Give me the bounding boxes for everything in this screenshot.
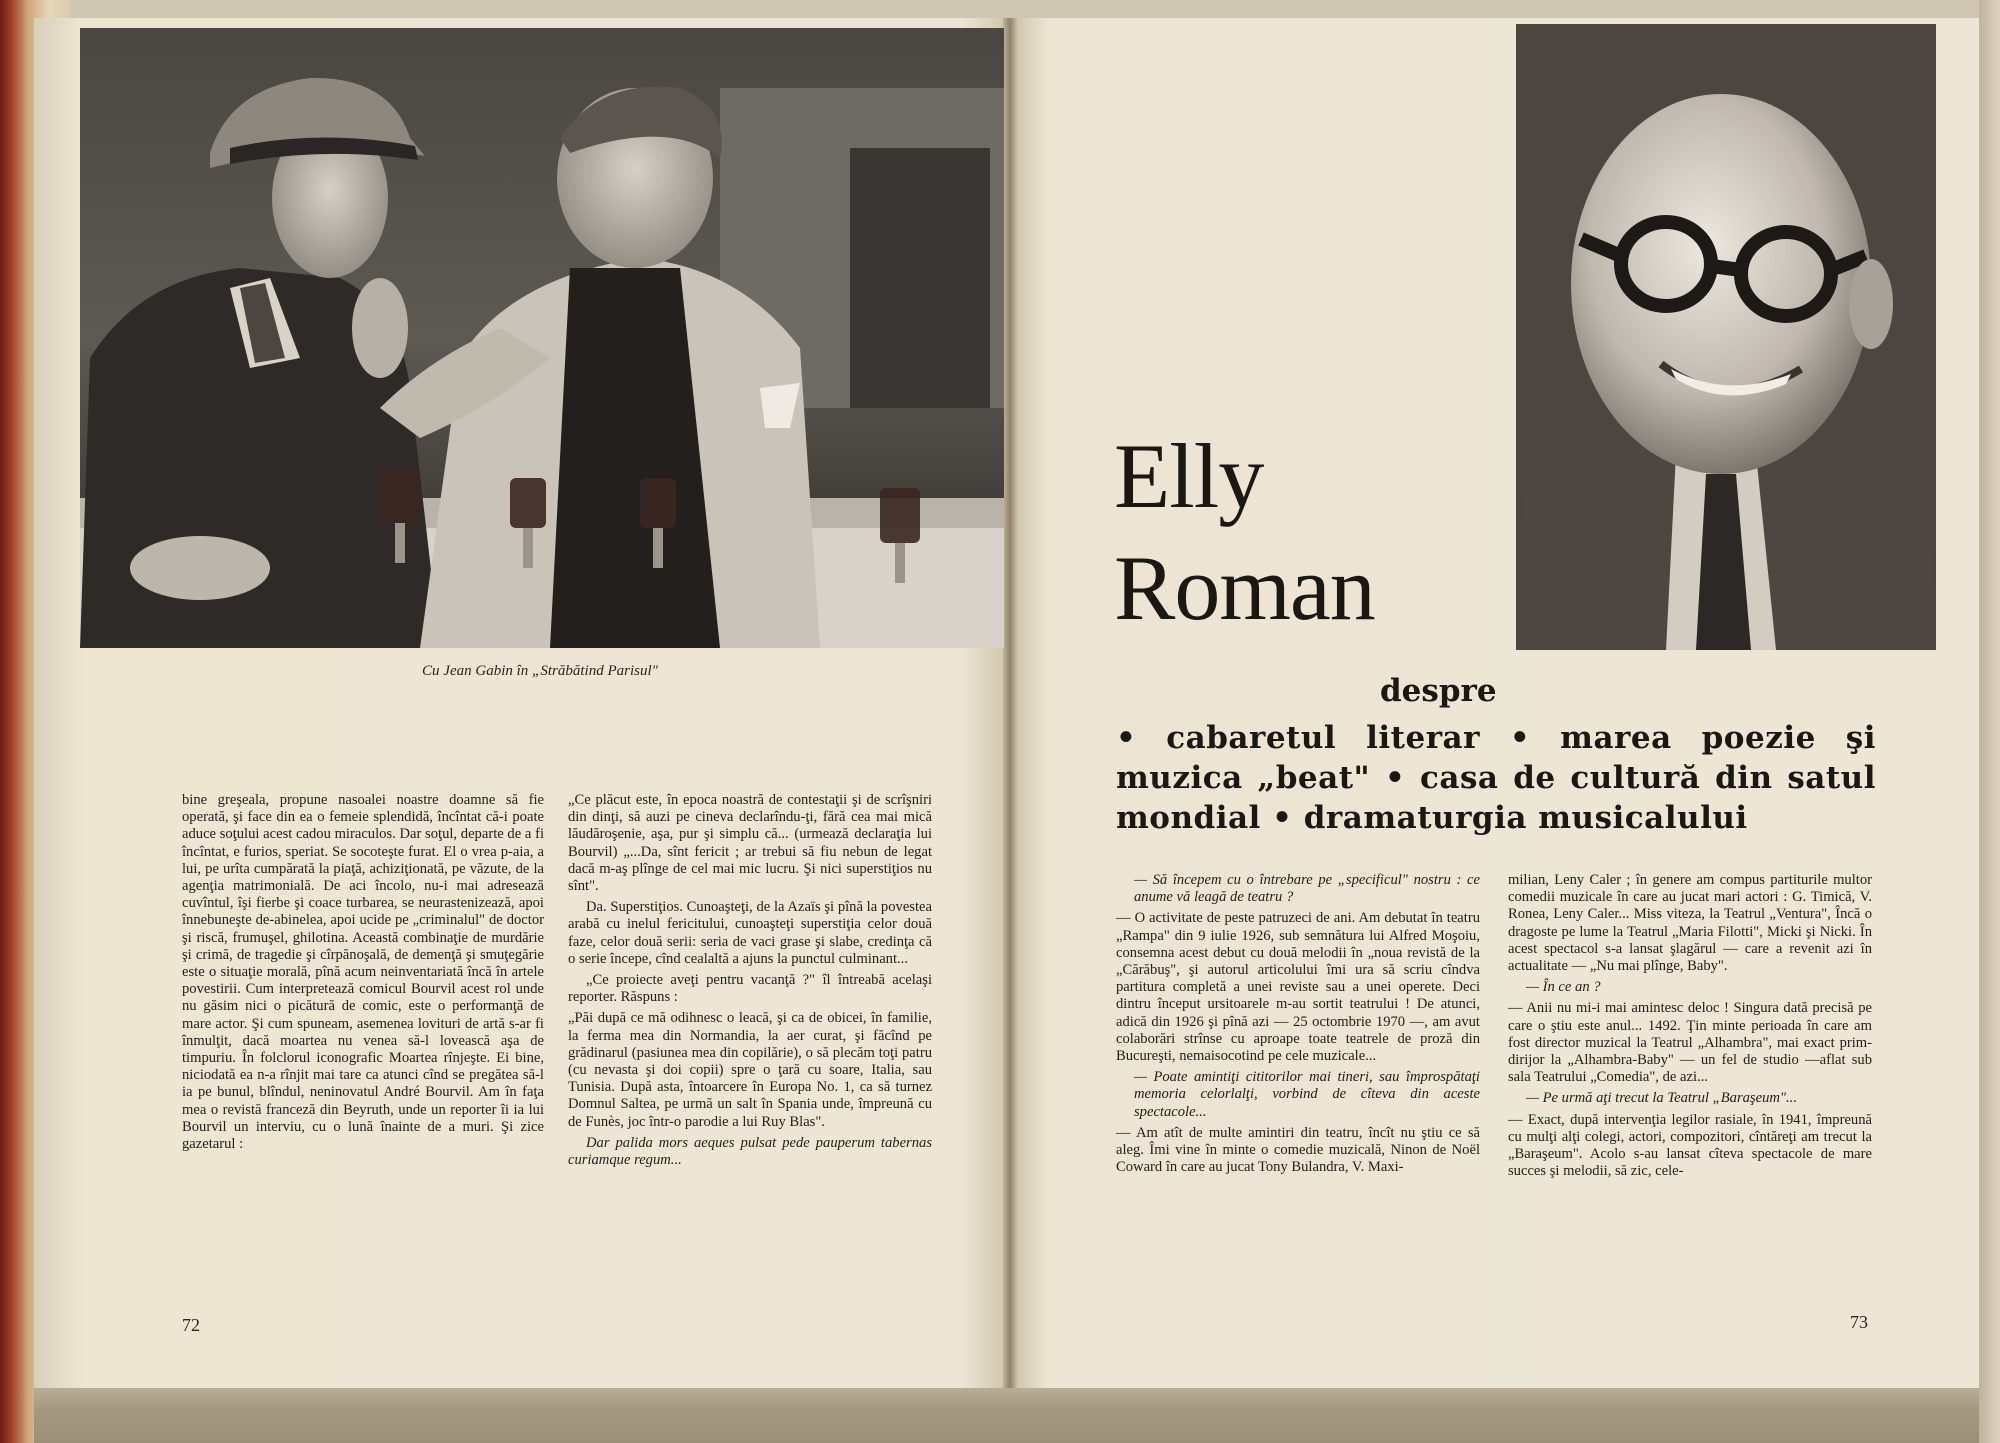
interview-answer: milian, Leny Caler ; în genere am compus partiturile multor comedii muzicale în care au jucat mari actori : G. Timică, V. Ronea, Leny Caler... Miss viteza, la Teatrul „Ventura", Încă o dragoste pe lume la Teatrul „Maria Filotti", Micki şi Nicki. În acest spectacol s-a lansat şlagărul — care a revenit azi în actualitate — „Nu mai plînge, Baby". bbox=[1508, 872, 1872, 975]
paragraph: Da. Superstiţios. Cunoaşteţi, de la Azaïs şi pînă la povestea arabă cu inelul fericitului, cunoaşteţi superstiţia celor două faze, celor două serii: seria de vaci grase şi slabe, credinţa că o serie începe, cînd cealaltă a ajuns la punctul culminant... bbox=[568, 899, 932, 967]
interview-answer: — Am atît de multe amintiri din teatru, încît nu ştiu ce să aleg. Îmi vine în minte o comedie muzicală, Ninon de Noël Coward în care au jucat Tony Bulandra, V. Maxi- bbox=[1116, 1124, 1480, 1176]
right-column-2 bbox=[1508, 872, 1872, 1184]
interview-question: — Pe urmă aţi trecut la Teatrul „Baraşeum"... bbox=[1526, 1090, 1797, 1107]
interview-answer: — Anii nu mi-i mai amintesc deloc ! Singura dată precisă pe care o ştiu este anul... 1492. Ţin minte perioada în care am fost director muzical la Teatrul „Alhambra", mai exact prim-dirijor la „Alhambra-Baby" — un fel de studio —aflat sub sala Teatrului „Comedia", de azi... bbox=[1508, 1000, 1872, 1086]
interview-answer: — Exact, după intervenţia legilor rasiale, în 1941, împreună cu mulţi alţi colegi, actori, compozitori, cîntăreţi am trecut la „Baraşeum". Acolo s-au lansat cîteva spectacole de mare succes şi melodii, să zic, cele- bbox=[1508, 1111, 1872, 1180]
interview-answer: — O activitate de peste patruzeci de ani. Am debutat în teatru „Rampa" din 9 iulie 1926, sub semnătura lui Alfred Moşoiu, consemna acest debut cu două melodii în „noua revistă de la „Cărăbuş", şi autorul articolului îmi ura să scriu cîndva partitura completă a unei reviste sau a unei operete. Deci dintru început ursitoarele m-au sortit teatrului ! De atunci, adică din 1926 şi pînă azi — 25 octombrie 1970 —, am avut colaborări strînse cu aproape toate teatrele de proză din Bucureşti, nemaisocotind pe cele muzicale... bbox=[1116, 910, 1480, 1065]
right-column-1 bbox=[1116, 872, 1480, 1180]
paragraph: bine greşeala, propune nasoalei noastre doamne să fie operată, şi face din ea o femeie splendidă, încîntat că-i poate aduce soţului acest cadou miraculos. Dar soţul, departe de a fi încîntat, e furios, speriat. Se socoteşte furat. El o vrea p-aia, a lui, pe urîta cumpărată la piaţă, achiziţionată, pe văzute, de la agenţia matrimonială. De aci încolo, nu-i mai adresează cuvîntul, îşi fierbe şi coace turbarea, se neurastenizează, apoi înnebuneşte de-abinelea, apoi ucide pe „criminalul" de doctor şi riscă, frumuşel, ghilotina. Această combinaţie de murdărie şi crimă, de tragedie şi cîrpănoşală, de demenţă şi smuţegărie este o situaţie morală, pînă acum neinventariată încă în artele povestirii. Cum interpretează comicul Bourvil acest rol unde nu găsim nici o picătură de comic, este o performanţă de mare actor. Şi cum spuneam, asemenea lovituri de artă s-ar fi înmulţit, dacă moartea nu venea să-l lovească aşa de timpuriu. În folclorul iconografic Moartea rînjeşte. Ei bine, niciodată ea n-a rînjit mai tare ca atunci cînd se pregătea să-l ia pe bunul, blîndul, neninovatul André Bourvil. Am în faţa mea o revistă franceză din Beyruth, unde un reporter îi ia lui Bourvil un interviu, cu o lună înainte de a muri. Şi zice gazetarul : bbox=[182, 792, 544, 1153]
paragraph: „Păi după ce mă odihnesc o leacă, şi ca de obicei, în familie, la ferma mea din Normandia, la aer curat, şi făcînd pe grădinarul (pasiunea mea din copilărie), o să plecăm toţi patru (cu nevasta şi doi copii) spre o ţară cu soare, Italia, sau Tunisia. După asta, întoarcere în Europa No. 1, ca să turnez Domnul Saltea, pe urmă un salt în Spania unde, împreună cu de Funès, joc într-o parodie a lui Ruy Blas". bbox=[568, 1010, 932, 1130]
interview-question: — Să începem cu o întrebare pe „specificul" nostru : ce anume vă leagă de teatru ? bbox=[1134, 872, 1480, 906]
page-number-right: 73 bbox=[1850, 1312, 1868, 1332]
left-column-1 bbox=[182, 792, 544, 1157]
book-right-edge bbox=[1979, 0, 2000, 1443]
photo-caption: Cu Jean Gabin în „Străbătind Parisul" bbox=[422, 663, 658, 679]
paragraph: „Ce plăcut este, în epoca noastră de contestaţii şi de scrîşniri din dinţi, să auzi pe cineva declarîndu-ţi, fără cea mai mică lăudăroşenie, aşa, pur şi simplu că... (urmează declaraţia lui Bourvil) „...Da, sînt fericit ; ar trebui să fiu nebun de legat dacă m-aş plînge de cel mai mic lucru. Şi nici superstiţios nu sînt". bbox=[568, 792, 932, 895]
article-topics: • cabaretul literar • marea poezie şi muzica „beat" • casa de cultură din satul mondial • dramaturgia musicalului bbox=[1116, 720, 1876, 836]
film-still-photo bbox=[80, 28, 1004, 648]
article-title: Elly Roman bbox=[1114, 425, 1375, 639]
book-gutter bbox=[1003, 18, 1017, 1388]
interview-question: — În ce an ? bbox=[1526, 979, 1601, 996]
subtitle-despre: despre bbox=[1380, 673, 1497, 709]
left-column-2 bbox=[568, 792, 932, 1173]
interview-question: — Poate amintiţi cititorilor mai tineri, sau împrospătaţi memoria celorlalţi, vorbind de cîteva din aceste spectacole... bbox=[1134, 1069, 1480, 1120]
paragraph: Dar palida mors aeques pulsat pede pauperum tabernas curiamque regum... bbox=[568, 1134, 932, 1169]
book-bottom-edge bbox=[34, 1388, 1979, 1443]
portrait-photo bbox=[1516, 24, 1936, 650]
paragraph: „Ce proiecte aveţi pentru vacanţă ?" îl întreabă acelaşi reporter. Răspuns : bbox=[568, 972, 932, 1006]
page-number-left: 72 bbox=[182, 1315, 200, 1335]
